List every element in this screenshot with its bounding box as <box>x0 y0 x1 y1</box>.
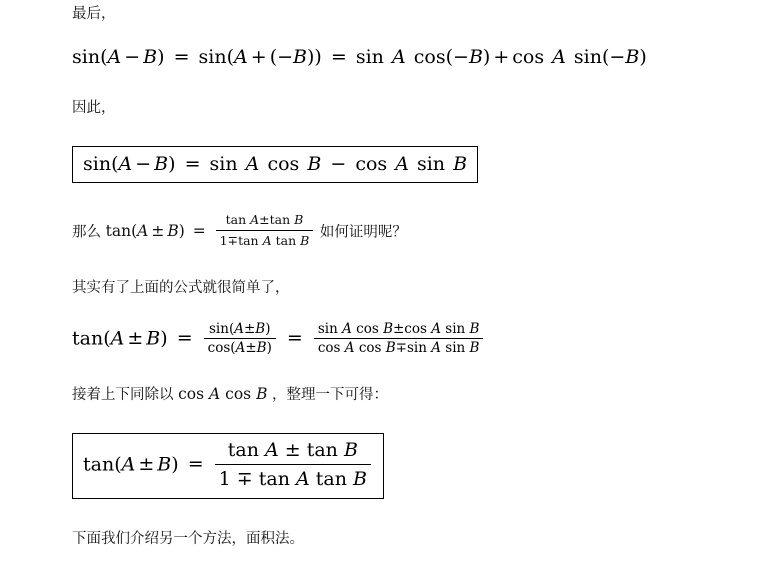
paragraph-already-simple: 其实有了上面的公式就很简单了， <box>72 280 290 296</box>
paragraph-final: 最后， <box>72 6 116 22</box>
equation-tan-boxed-wrapper <box>72 433 732 499</box>
paragraph-next-method: 下面我们介绍另一个方法，面积法。 <box>72 530 304 547</box>
equation-tan-boxed: tan(A ± B) = $\frac{\text{tan A ± tan B}}{\text{1 ∓ tan A tan B}}$ <box>72 433 384 499</box>
equation-sin-boxed-wrapper <box>72 146 732 183</box>
equation-tan-derivation: tan(A ± B) = $\frac{\sin(A\pm B)}{\cos(A\pm B)}$ = $\frac{\text{sin A cos B±cos A sin B}}{\text{cos A cos B∓sin A sin B}}$ <box>72 322 732 357</box>
fraction-tan-sum: $\frac{\text{tan A ± tan B}}{\text{1 ∓ tan A tan B}}$ <box>215 439 371 490</box>
expression-cos-a-cos-b: cos A cos B <box>178 384 268 403</box>
paragraph-therefore: 因此， <box>72 99 116 116</box>
equation-sin-boxed: sin(A − B) = sin A cos B − cos A sin B <box>72 146 478 183</box>
paragraph-divide <box>72 383 732 407</box>
paragraph-how-suffix: 如何证明呢？ <box>315 223 407 240</box>
fraction-sin-over-cos: $\frac{\sin(A\pm B)}{\cos(A\pm B)}$ <box>204 321 276 356</box>
fraction-expanded: $\frac{\text{sin A cos B±cos A sin B}}{\text{cos A cos B∓sin A sin B}}$ <box>314 321 484 356</box>
equation-sin-expansion: sin(A − B) = sin(A + (−B)) = sin A cos(−B) + cos A sin(−B) <box>72 45 647 68</box>
equation-tan-inline: tan(A ± B) = $\frac{\text{tan A±tan B}}{\text{1∓tan A tan B}}$ <box>106 222 316 240</box>
document-content <box>72 0 732 565</box>
paragraph-divide-suffix: ，整理一下可得： <box>267 386 389 403</box>
paragraph-divide-prefix: 接着上下同除以 <box>72 386 179 403</box>
paragraph-how-to-prove <box>72 212 732 253</box>
paragraph-how-prefix: 那么 <box>72 223 106 240</box>
